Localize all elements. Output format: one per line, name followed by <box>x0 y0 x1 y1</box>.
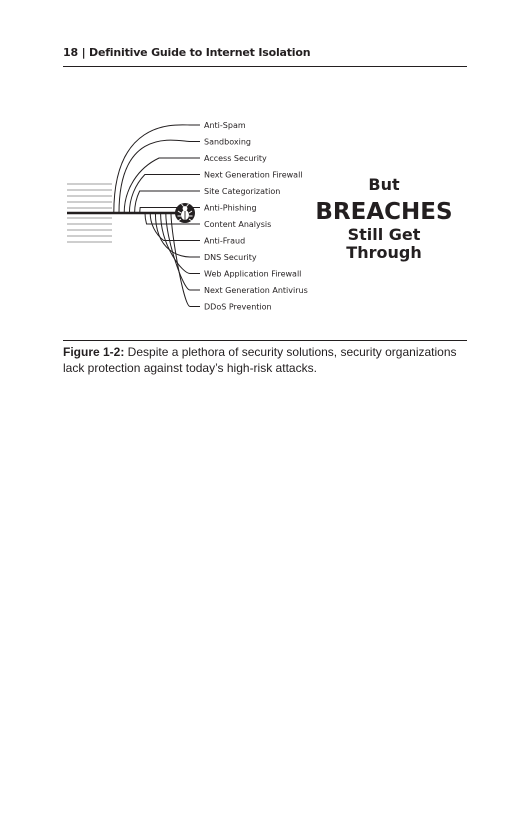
layer-label: Next Generation Firewall <box>204 170 303 180</box>
layer-label: Access Security <box>204 154 267 163</box>
layer-labels <box>204 121 308 312</box>
layer-label: DNS Security <box>204 253 257 262</box>
caption-rule <box>63 340 467 341</box>
incoming-attack-lines <box>67 184 176 242</box>
layer-label: Web Application Firewall <box>204 269 302 279</box>
defense-arc <box>119 140 200 213</box>
layer-label: Site Categorization <box>204 187 281 196</box>
figure-caption <box>63 344 467 376</box>
slogan-line-4: Through <box>346 243 422 262</box>
layer-label: Anti-Spam <box>204 121 246 130</box>
book-title: Definitive Guide to Internet Isolation <box>89 46 311 59</box>
layer-label: DDoS Prevention <box>204 302 272 312</box>
header-separator: | <box>81 46 86 59</box>
bug-icon <box>175 203 195 223</box>
layer-label: Anti-Fraud <box>204 236 246 246</box>
security-layers-figure <box>0 0 528 340</box>
layer-label: Anti-Phishing <box>204 203 257 213</box>
layer-label: Content Analysis <box>204 220 272 229</box>
caption-text: Despite a plethora of security solutions, security organizations lack protection against today’s high-risk attacks. <box>63 345 457 375</box>
caption-label: Figure 1-2: <box>63 345 125 359</box>
layer-label: Next Generation Antivirus <box>204 286 308 295</box>
slogan-line-2: BREACHES <box>315 199 453 225</box>
slogan-line-3: Still Get <box>347 225 421 244</box>
layer-label: Sandboxing <box>204 137 251 147</box>
page-number: 18 <box>63 46 78 59</box>
slogan-line-1: But <box>368 175 400 194</box>
